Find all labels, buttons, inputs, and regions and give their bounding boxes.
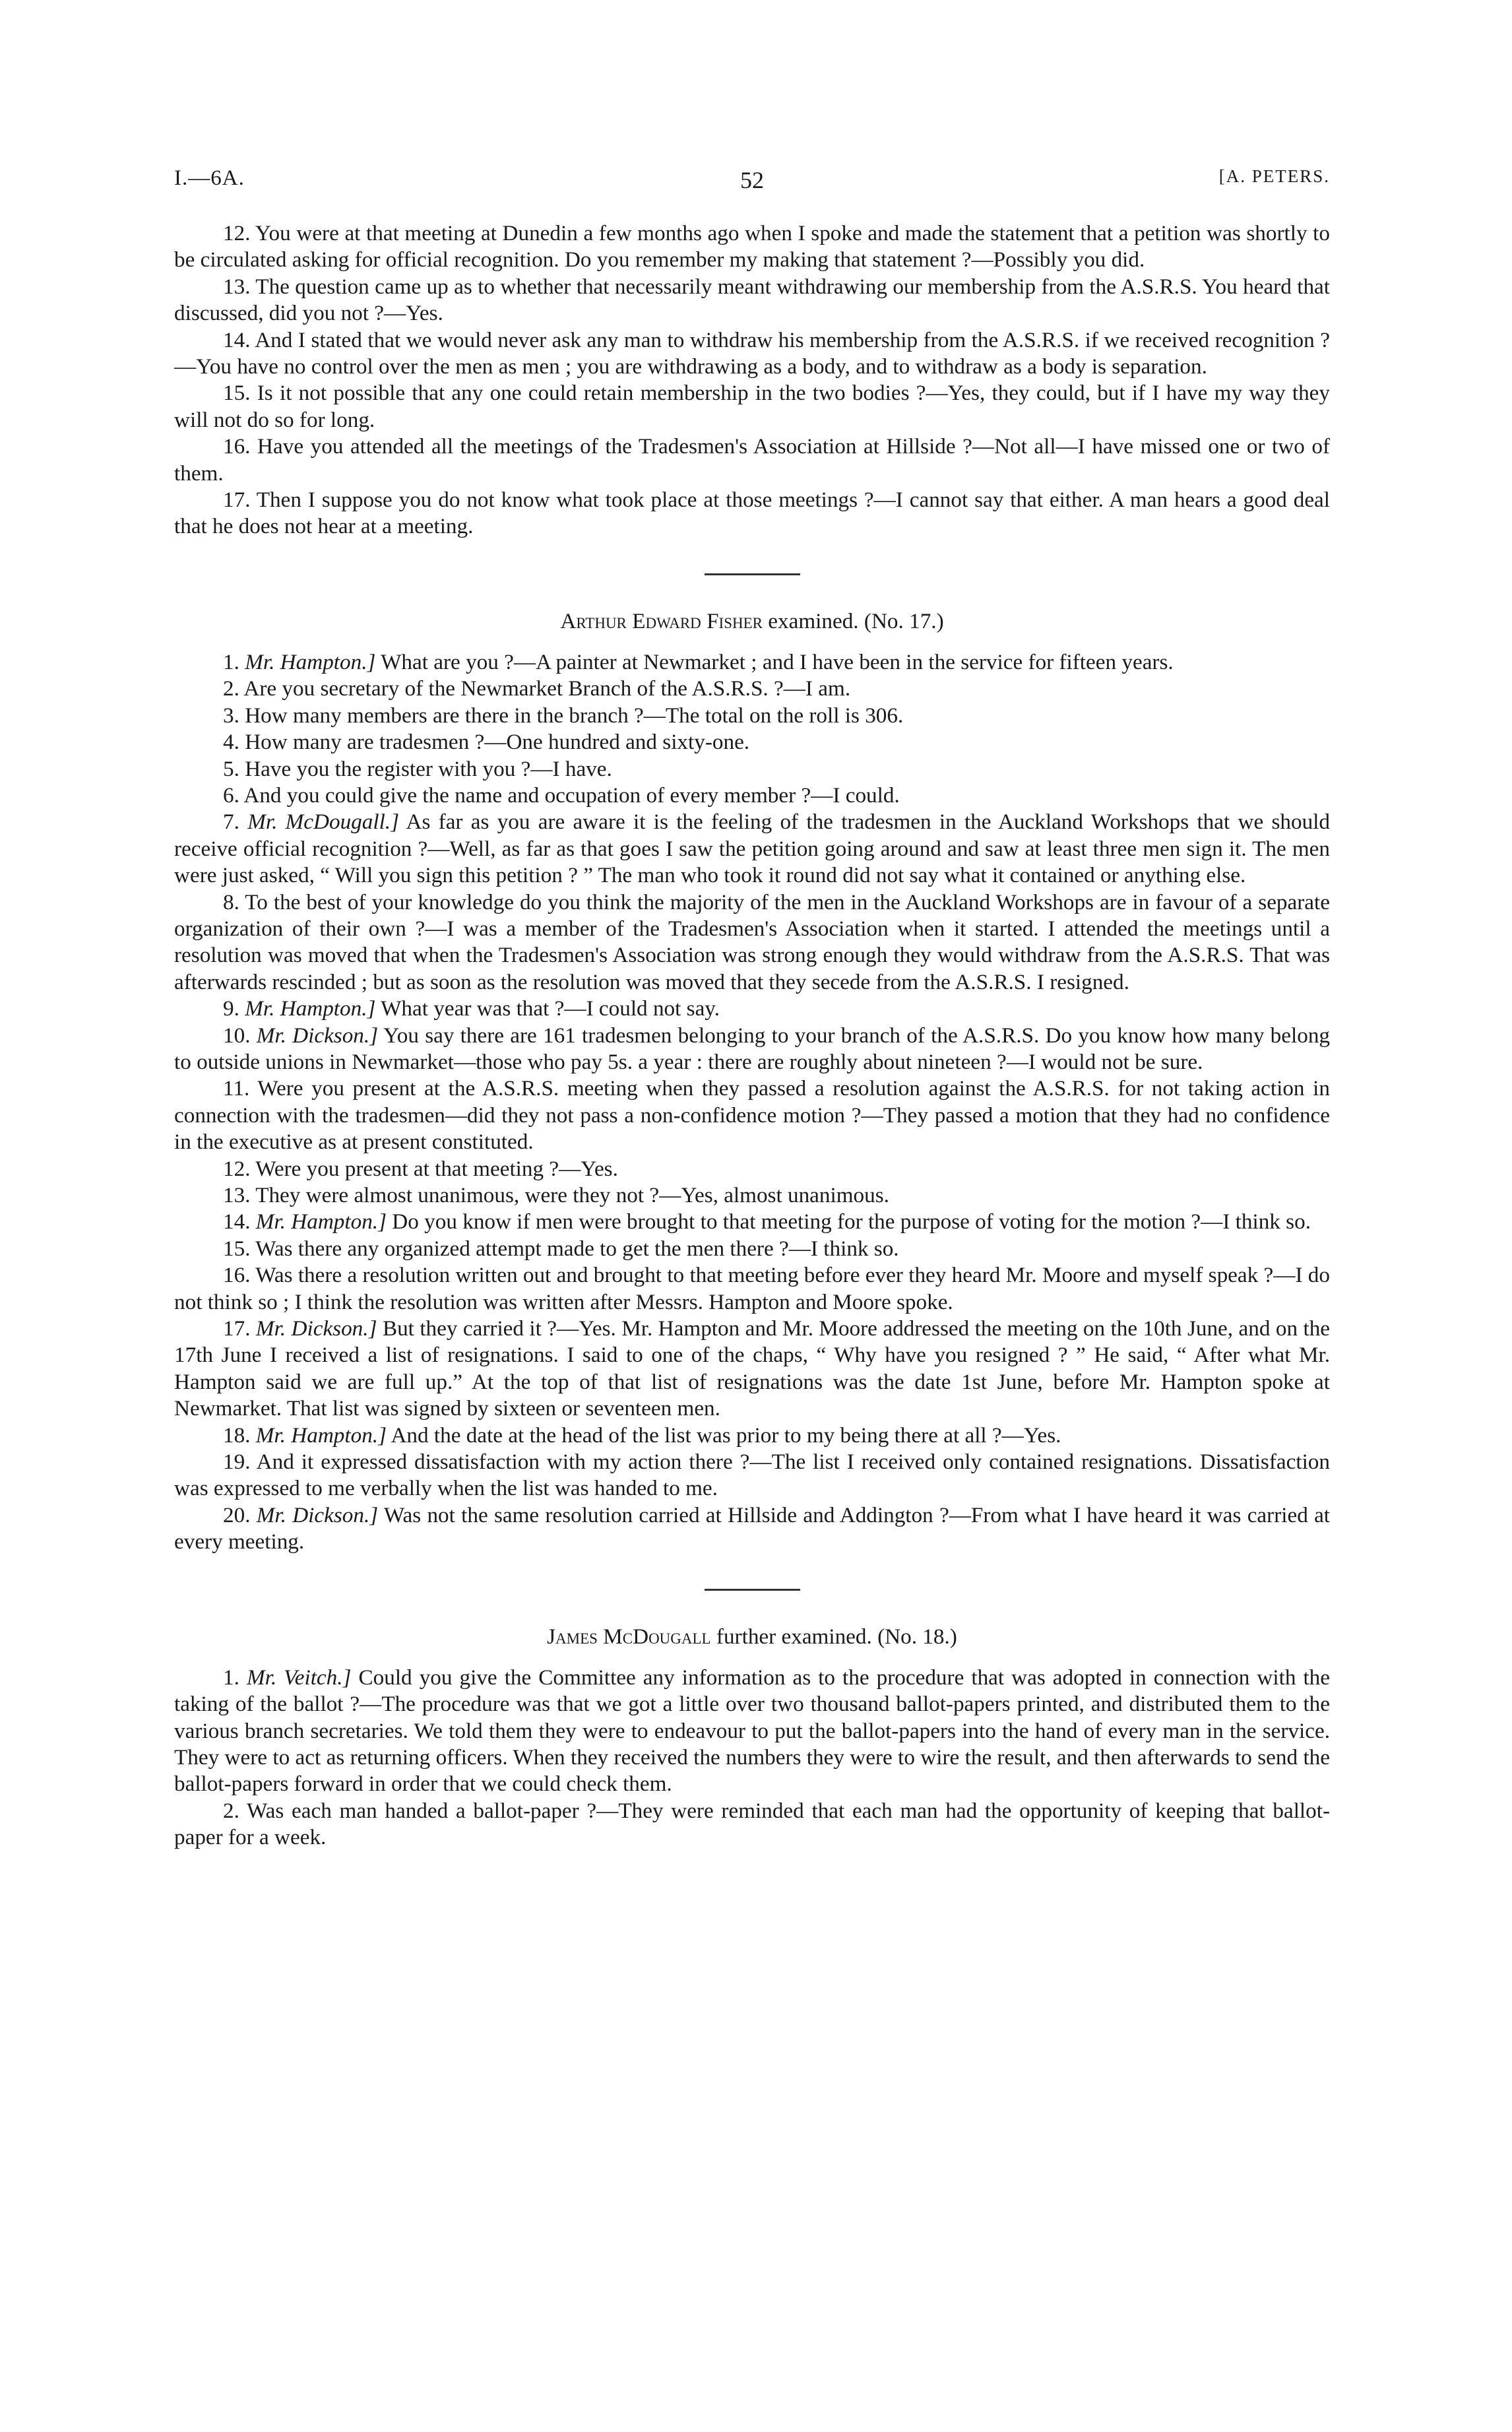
- question-number: 4.: [223, 730, 239, 755]
- question-answer-text: Could you give the Committee any information as to the procedure that was adopted in connection with the taking of the ballot ?—The procedure was that we got a little over two thousand ballot-papers printed, and distributed them to the various branch secretaries. We told them they were to endeavour to put the ballot-papers into the hand of every man in the service. They were to act as returning officers. When they received the numbers they were to wire the result, and then afterwards to send the ballot-papers forward in order that we could check them.: [174, 1665, 1330, 1797]
- question-number: 1.: [223, 1665, 239, 1690]
- question-answer-text: Then I suppose you do not know what took place at those meetings ?—I cannot say that either. A man hears a good deal that he does not hear at a meeting.: [174, 488, 1331, 539]
- heading-rest: examined. (No. 17.): [768, 608, 944, 633]
- question-number: 12.: [223, 221, 251, 245]
- question-answer-text: Was each man handed a ballot-paper ?—They were reminded that each man had the opportunity of keeping that ballot-paper for a week.: [174, 1798, 1330, 1850]
- question-answer-text: And the date at the head of the list was prior to my being there at all ?—Yes.: [391, 1423, 1061, 1448]
- question-answer-text: Were you present at that meeting ?—Yes.: [255, 1156, 618, 1181]
- question-paragraph: [174, 274, 1330, 327]
- question-paragraph: [174, 1262, 1330, 1316]
- question-number: 10.: [223, 1023, 251, 1048]
- question-paragraph: [174, 783, 1330, 809]
- witness-name: Arthur Edward Fisher: [560, 608, 763, 633]
- question-answer-text: How many members are there in the branch ?—The total on the roll is 306.: [245, 703, 904, 728]
- question-paragraph: [174, 1665, 1330, 1798]
- question-paragraph: [174, 676, 1330, 702]
- question-number: 17.: [223, 1316, 251, 1341]
- questioner-name: Mr. Hampton.]: [255, 1423, 387, 1448]
- question-paragraph: [174, 1798, 1330, 1851]
- question-paragraph: [174, 809, 1330, 889]
- question-number: 17.: [223, 488, 251, 513]
- page: [174, 166, 1330, 1851]
- question-paragraph: [174, 1502, 1330, 1556]
- section-divider: [705, 1589, 800, 1591]
- question-paragraph: [174, 889, 1330, 996]
- question-answer-text: They were almost unanimous, were they not ?—Yes, almost unanimous.: [255, 1183, 889, 1207]
- question-answer-text: Have you the register with you ?—I have.: [245, 756, 612, 781]
- question-paragraph: [174, 433, 1330, 487]
- question-paragraph: [174, 220, 1330, 274]
- question-answer-text: To the best of your knowledge do you think the majority of the men in the Auckland Workshops are in favour of a separate organization of their own ?—I was a member of the Tradesmen's Association when it started. I attended the meetings until a resolution was moved that when the Tradesmen's Association was strong enough they would withdraw from the A.S.R.S. That was afterwards rescinded ; but as soon as the resolution was moved that they secede from the A.S.R.S. I resigned.: [174, 889, 1330, 994]
- question-paragraph: [174, 1023, 1330, 1076]
- question-number: 9.: [223, 996, 239, 1021]
- question-paragraph: [174, 1449, 1330, 1502]
- question-answer-text: But they carried it ?—Yes. Mr. Hampton and Mr. Moore addressed the meeting on the 10th June, and on the 17th June I received a list of resignations. I said to one of the chaps, “ Why have you resigned ? ” He said, “ After what Mr. Hampton said we are full up.” At the top of that list of resignations was the date 1st June, before Mr. Hampton spoke at Newmarket. That list was signed by sixteen or seventeen men.: [174, 1316, 1331, 1421]
- question-paragraph: [174, 1209, 1330, 1235]
- question-answer-text: You were at that meeting at Dunedin a few months ago when I spoke and made the statement that a petition was shortly to be circulated asking for official recognition. Do you remember my making that statement ?—Possibly you did.: [174, 221, 1330, 272]
- question-paragraph: [174, 996, 1330, 1022]
- question-paragraph: [174, 756, 1330, 783]
- question-answer-text: How many are tradesmen ?—One hundred and sixty-one.: [245, 730, 750, 755]
- question-answer-text: Was not the same resolution carried at Hillside and Addington ?—From what I have heard it was carried at every meeting.: [174, 1502, 1331, 1554]
- question-paragraph: [174, 1423, 1330, 1449]
- question-number: 6.: [223, 783, 239, 808]
- question-answer-text: Was there a resolution written out and brought to that meeting before ever they heard Mr. Moore and myself speak ?—I do not think so ; I think the resolution was written after Messrs. Hampton and Moore spoke.: [174, 1263, 1330, 1314]
- question-paragraph: [174, 380, 1330, 433]
- question-answer-text: Have you attended all the meetings of the Tradesmen's Association at Hillside ?—Not all—I have missed one or two of them.: [174, 434, 1331, 486]
- question-number: 5.: [223, 756, 239, 781]
- question-number: 14.: [223, 1209, 251, 1234]
- question-paragraph: [174, 703, 1330, 729]
- questioner-name: Mr. Dickson.]: [256, 1502, 379, 1527]
- page-header: [174, 166, 1330, 206]
- questioner-name: Mr. Hampton.]: [245, 996, 376, 1021]
- question-answer-text: And it expressed dissatisfaction with my action there ?—The list I received only contained resignations. Dissatisfaction was expressed to me verbally when the list was handed to me.: [174, 1450, 1330, 1501]
- question-number: 20.: [223, 1502, 251, 1527]
- question-answer-text: Were you present at the A.S.R.S. meeting when they passed a resolution against the A.S.R.S. for not taking action in connection with the tradesmen—did they not pass a non-confidence motion ?—They passed a motion that they had no confidence in the executive as at present constituted.: [174, 1076, 1330, 1155]
- question-number: 14.: [223, 327, 251, 352]
- question-number: 15.: [223, 381, 251, 406]
- question-number: 3.: [223, 703, 239, 728]
- question-answer-text: What are you ?—A painter at Newmarket ; and I have been in the service for fifteen years.: [381, 649, 1174, 674]
- question-paragraph: [174, 327, 1330, 381]
- section-divider: [705, 573, 800, 575]
- question-answer-text: Is it not possible that any one could retain membership in the two bodies ?—Yes, they could, but if I have my way they will not do so for long.: [174, 381, 1330, 432]
- question-paragraph: [174, 487, 1330, 540]
- witness-name: James McDougall: [547, 1624, 711, 1649]
- question-answer-text: Are you secretary of the Newmarket Branch of the A.S.R.S. ?—I am.: [243, 676, 851, 701]
- question-number: 12.: [223, 1156, 251, 1181]
- question-answer-text: Was there any organized attempt made to get the men there ?—I think so.: [255, 1236, 899, 1261]
- question-number: 8.: [223, 889, 239, 914]
- question-number: 16.: [223, 434, 251, 459]
- question-paragraph: [174, 1156, 1330, 1182]
- question-answer-text: You say there are 161 tradesmen belonging to your branch of the A.S.R.S. Do you know how many belong to outside unions in Newmarket—those who pay 5s. a year : there are roughly about nineteen ?—I would not be sure.: [174, 1023, 1331, 1074]
- section-mcdougall-examination: [174, 1665, 1330, 1851]
- question-number: 1.: [223, 649, 239, 674]
- question-answer-text: And I stated that we would never ask any man to withdraw his membership from the A.S.R.S. if we received recognition ?—You have no control over the men as men ; you are withdrawing as a body, and to withdraw as a body is separation.: [174, 327, 1330, 379]
- section-heading-mcdougall: [174, 1624, 1330, 1650]
- question-paragraph: [174, 649, 1330, 676]
- question-answer-text: The question came up as to whether that necessarily meant withdrawing our membership from the A.S.R.S. You heard that discussed, did you not ?—Yes.: [174, 274, 1330, 326]
- page-number: 52: [740, 167, 764, 193]
- section-peters-continued: [174, 220, 1330, 540]
- question-paragraph: [174, 1236, 1330, 1262]
- question-answer-text: Do you know if men were brought to that meeting for the purpose of voting for the motion ?—I think so.: [392, 1209, 1311, 1234]
- question-number: 16.: [223, 1263, 251, 1288]
- question-paragraph: [174, 1182, 1330, 1209]
- question-answer-text: As far as you are aware it is the feeling of the tradesmen in the Auckland Workshops that we should receive official recognition ?—Well, as far as that goes I saw the petition going around and saw at least three men sign it. The men were just asked, “ Will you sign this petition ? ” The man who took it round did not say what it contained or anything else.: [174, 810, 1331, 888]
- question-number: 2.: [223, 676, 239, 701]
- question-number: 15.: [223, 1236, 251, 1261]
- question-number: 19.: [223, 1450, 251, 1475]
- witness-running-head: [A. PETERS.: [1218, 166, 1330, 186]
- questioner-name: Mr. Veitch.]: [246, 1665, 352, 1690]
- questioner-name: Mr. McDougall.]: [247, 810, 400, 835]
- question-paragraph: [174, 729, 1330, 755]
- question-paragraph: [174, 1075, 1330, 1155]
- question-number: 18.: [223, 1423, 251, 1448]
- questioner-name: Mr. Hampton.]: [245, 649, 376, 674]
- question-number: 2.: [223, 1798, 239, 1823]
- question-answer-text: And you could give the name and occupation of every member ?—I could.: [243, 783, 900, 808]
- section-heading-fisher: [174, 608, 1330, 635]
- questioner-name: Mr. Dickson.]: [255, 1316, 377, 1341]
- question-number: 7.: [223, 810, 239, 835]
- questioner-name: Mr. Dickson.]: [256, 1023, 379, 1048]
- question-number: 13.: [223, 1183, 251, 1207]
- heading-rest: further examined. (No. 18.): [716, 1624, 957, 1649]
- questioner-name: Mr. Hampton.]: [255, 1209, 387, 1234]
- question-paragraph: [174, 1316, 1330, 1423]
- question-answer-text: What year was that ?—I could not say.: [381, 996, 720, 1021]
- paper-reference: I.—6A.: [174, 166, 245, 190]
- question-number: 11.: [223, 1076, 250, 1101]
- section-fisher-examination: [174, 649, 1330, 1556]
- question-number: 13.: [223, 274, 251, 299]
